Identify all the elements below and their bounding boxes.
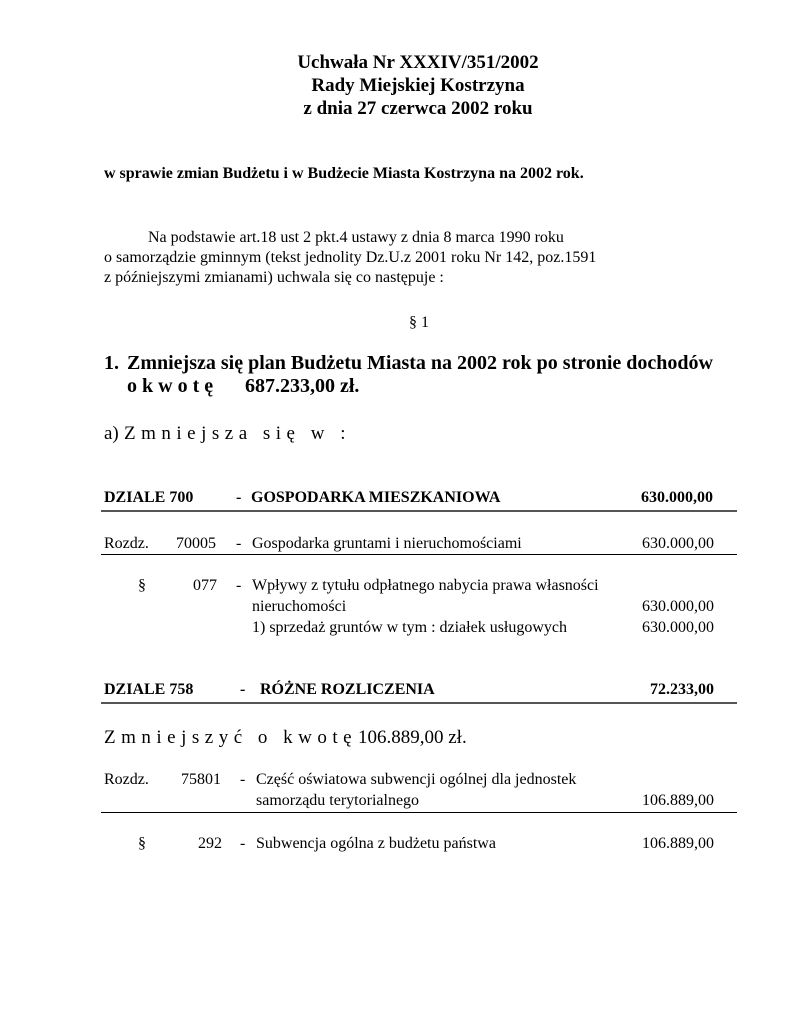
rozdz-75801-dash: -	[240, 771, 246, 788]
par-292-code: 292	[198, 835, 222, 852]
preamble-line-2: o samorządzie gminnym (tekst jednolity Dz.U.z 2001 roku Nr 142, poz.1591	[104, 249, 597, 266]
dzial-700-name: GOSPODARKA MIESZKANIOWA	[251, 489, 501, 506]
dzial-758-dash: -	[240, 681, 246, 698]
dzial-700-amount: 630.000,00	[641, 489, 713, 506]
rozdz-75801-line-2: samorządu terytorialnego	[256, 792, 420, 809]
zmniejszyc-label: Zmniejszyć o kwotę	[104, 727, 358, 748]
par-292-dash: -	[240, 835, 246, 852]
rozdz-70005-code: 70005	[176, 535, 216, 552]
par-077-line-3: 1) sprzedaż gruntów w tym : działek usługowych	[252, 619, 568, 636]
resolution-number: Uchwała Nr XXXIV/351/2002	[297, 52, 539, 73]
rozdz-75801-amount: 106.889,00	[642, 792, 714, 809]
council-name: Rady Miejskiej Kostrzyna	[311, 75, 525, 96]
dzial-700-dash: -	[236, 489, 242, 506]
sub-point-a-text: Zmniejsza się w :	[124, 423, 351, 444]
zmniejszyc-amount: 106.889,00 zł.	[358, 727, 467, 748]
preamble-line-1: Na podstawie art.18 ust 2 pkt.4 ustawy z dnia 8 marca 1990 roku	[148, 229, 564, 246]
point-1-kwota-value: 687.233,00 zł.	[245, 375, 360, 397]
dzial-758-amount: 72.233,00	[650, 681, 714, 698]
par-077-amount-1: 630.000,00	[642, 598, 714, 615]
point-1-kwota-label: o k w o t ę	[127, 375, 214, 397]
par-292-amount: 106.889,00	[642, 835, 714, 852]
dzial-700-divider	[101, 510, 737, 512]
par-077-line-2: nieruchomości	[252, 598, 347, 615]
rozdz-70005-name: Gospodarka gruntami i nieruchomościami	[252, 535, 522, 552]
par-077-mark: §	[138, 577, 146, 594]
sub-point-a-label: a)	[104, 423, 119, 444]
rozdz-75801-line-1: Część oświatowa subwencji ogólnej dla jednostek	[256, 771, 577, 788]
subject-line: w sprawie zmian Budżetu i w Budżecie Miasta Kostrzyna na 2002 rok.	[104, 165, 584, 182]
par-292-name: Subwencja ogólna z budżetu państwa	[256, 835, 496, 852]
par-077-code: 077	[193, 577, 217, 594]
par-077-amount-2: 630.000,00	[642, 619, 714, 636]
par-077-line-1: Wpływy z tytułu odpłatnego nabycia prawa własności	[252, 577, 599, 594]
point-1-text: Zmniejsza się plan Budżetu Miasta na 2002 rok po stronie dochodów	[127, 352, 713, 374]
rozdz-70005-divider	[101, 554, 737, 555]
dzial-700-label: DZIALE 700	[104, 489, 194, 506]
dzial-758-divider	[101, 702, 737, 704]
dzial-758-label: DZIALE 758	[104, 681, 194, 698]
rozdz-70005-amount: 630.000,00	[642, 535, 714, 552]
rozdz-75801-label: Rozdz.	[104, 771, 149, 788]
preamble-line-3: z późniejszymi zmianami) uchwala się co następuje :	[104, 269, 444, 286]
section-mark: § 1	[409, 314, 429, 331]
resolution-date: z dnia 27 czerwca 2002 roku	[303, 98, 533, 119]
rozdz-75801-code: 75801	[181, 771, 221, 788]
par-077-dash: -	[236, 577, 242, 594]
rozdz-70005-dash: -	[236, 535, 242, 552]
par-292-mark: §	[138, 835, 146, 852]
dzial-758-name: RÓŻNE ROZLICZENIA	[260, 681, 435, 698]
point-1-number: 1.	[104, 352, 119, 374]
rozdz-70005-label: Rozdz.	[104, 535, 149, 552]
rozdz-75801-divider	[101, 812, 737, 813]
